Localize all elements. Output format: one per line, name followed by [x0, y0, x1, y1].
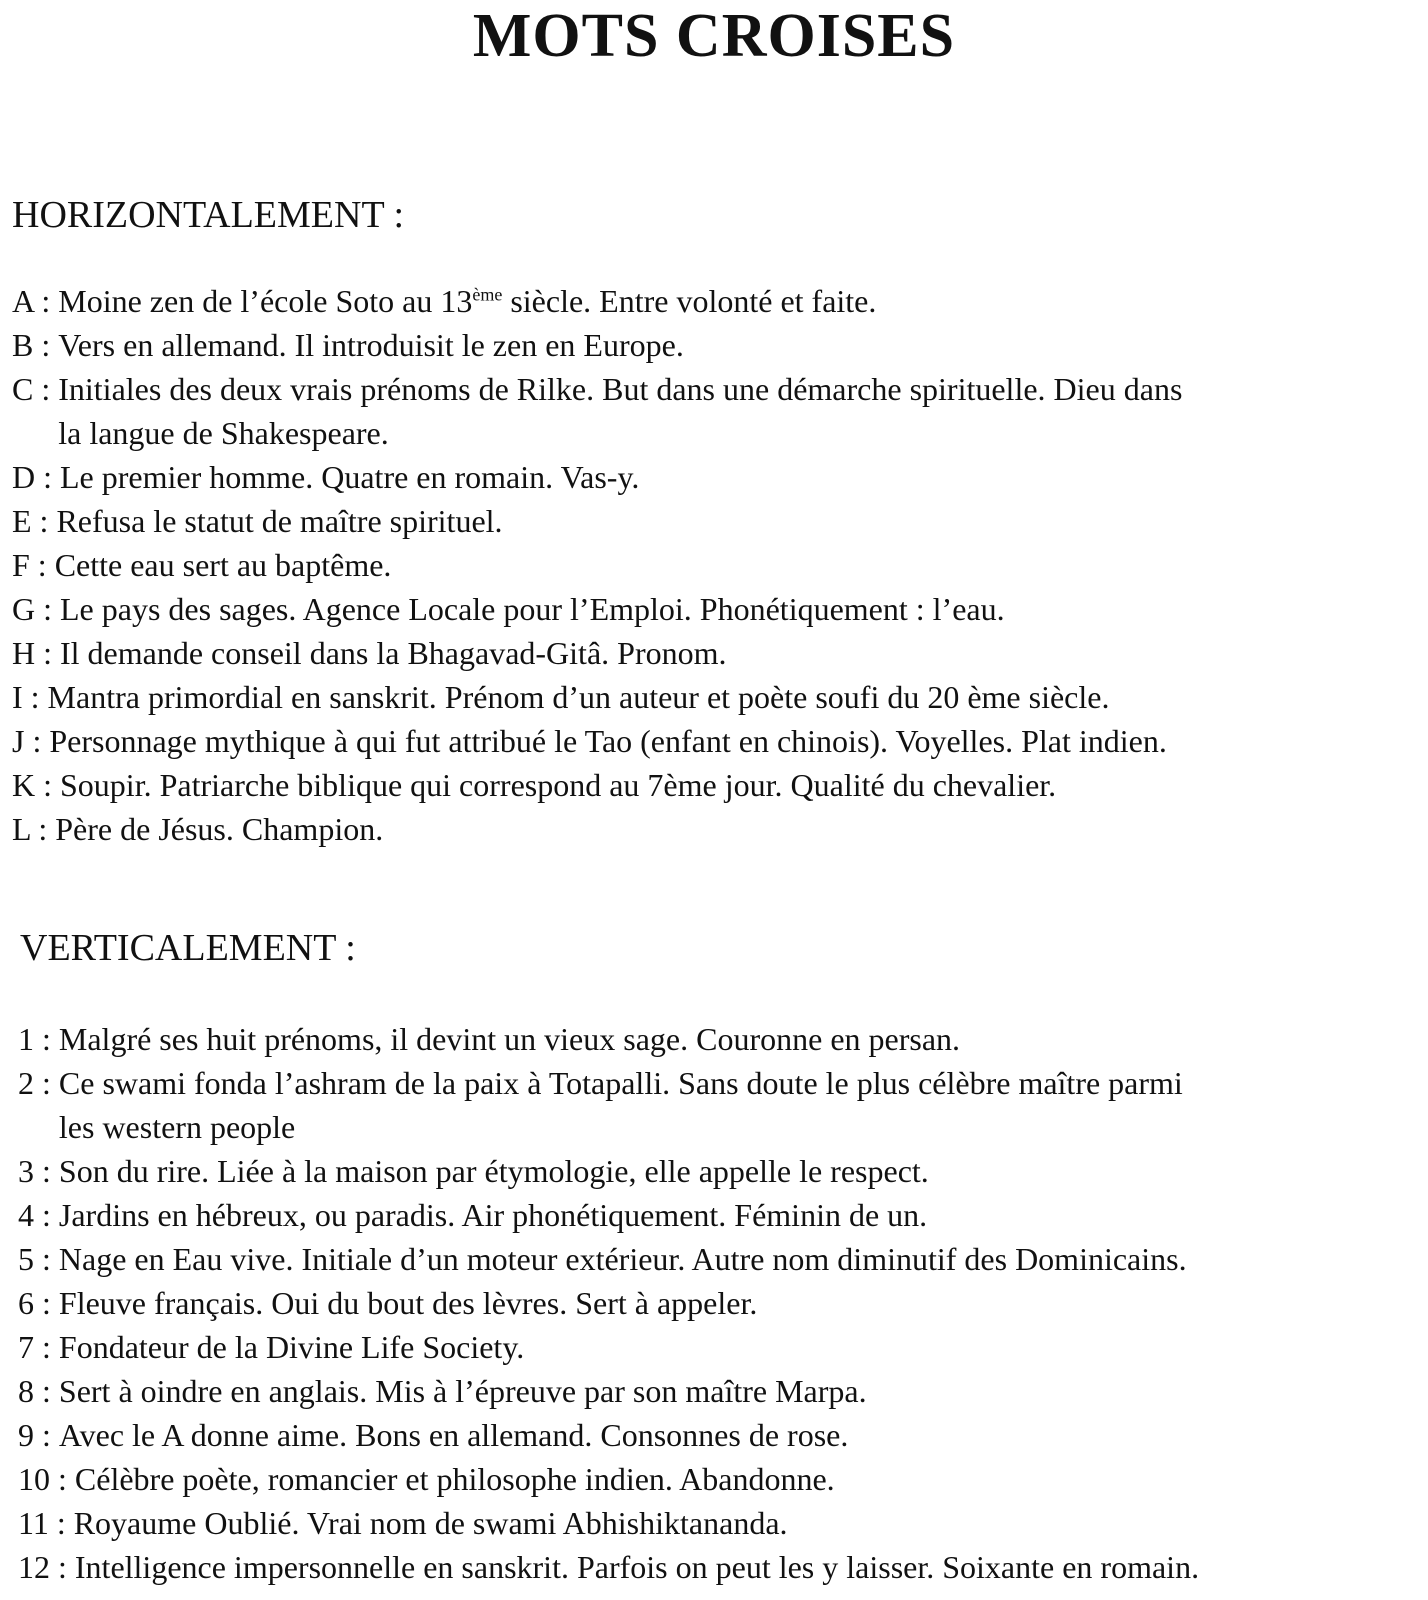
- clue-text: Nage en Eau vive. Initiale d’un moteur extérieur. Autre nom diminutif des Dominicains.: [58, 1241, 1187, 1277]
- clue-text: Malgré ses huit prénoms, il devint un vieux sage. Couronne en persan.: [58, 1021, 961, 1057]
- clue-row: [18, 1193, 1428, 1237]
- clue-row: [12, 367, 1422, 455]
- clue-text: Refusa le statut de maître spirituel.: [56, 503, 503, 539]
- clue-row: [18, 1281, 1428, 1325]
- clue-row: [18, 1017, 1428, 1061]
- clue-key: J :: [12, 723, 42, 759]
- clue-row: [12, 279, 1422, 323]
- clue-key: E :: [12, 503, 49, 539]
- horizontal-clue-list: [12, 279, 1422, 851]
- horizontal-heading: HORIZONTALEMENT :: [12, 194, 405, 236]
- clue-key: 10 :: [18, 1461, 67, 1497]
- clue-row: [18, 1061, 1428, 1149]
- clue-row: [12, 587, 1422, 631]
- clue-text: Fleuve français. Oui du bout des lèvres. Sert à appeler.: [58, 1285, 758, 1321]
- clue-text: Il demande conseil dans la Bhagavad-Gitâ. Pronom.: [60, 635, 727, 671]
- clue-text-continuation: la langue de Shakespeare.: [58, 415, 389, 451]
- clue-text-part: siècle. Entre volonté et faite.: [502, 283, 877, 319]
- clue-text-continuation: les western people: [58, 1109, 296, 1145]
- clue-text: [51, 1061, 1428, 1149]
- clue-key: F :: [12, 547, 47, 583]
- clue-row: [12, 455, 1422, 499]
- clue-key: 4 :: [18, 1197, 51, 1233]
- clue-text: Célèbre poète, romancier et philosophe indien. Abandonne.: [74, 1461, 835, 1497]
- clue-text: Son du rire. Liée à la maison par étymologie, elle appelle le respect.: [58, 1153, 929, 1189]
- clue-row: [12, 323, 1422, 367]
- clue-row: [12, 543, 1422, 587]
- clue-row: [12, 807, 1422, 851]
- vertical-clue-list: [18, 1017, 1428, 1589]
- clue-text: Vers en allemand. Il introduisit le zen en Europe.: [58, 327, 684, 363]
- clue-key: 11 :: [18, 1505, 66, 1541]
- clue-row: [18, 1457, 1428, 1501]
- clue-key: C :: [12, 371, 51, 407]
- clue-row: [12, 675, 1422, 719]
- page-title: MOTS CROISES: [472, 2, 956, 70]
- clue-text: Jardins en hébreux, ou paradis. Air phonétiquement. Féminin de un.: [58, 1197, 928, 1233]
- clue-key: D :: [12, 459, 52, 495]
- clue-key: 3 :: [18, 1153, 51, 1189]
- clue-row: [18, 1545, 1428, 1589]
- clue-row: [18, 1369, 1428, 1413]
- clue-key: K :: [12, 767, 52, 803]
- clue-row: [18, 1501, 1428, 1545]
- clue-key: 12 :: [18, 1549, 67, 1585]
- clue-text: Mantra primordial en sanskrit. Prénom d’un auteur et poète soufi du 20 ème siècle.: [47, 679, 1110, 715]
- clue-text: [50, 367, 1422, 455]
- clue-text: Royaume Oublié. Vrai nom de swami Abhishiktananda.: [73, 1505, 788, 1541]
- clue-key: G :: [12, 591, 52, 627]
- superscript: ème: [472, 284, 503, 305]
- clue-key: H :: [12, 635, 52, 671]
- clue-key: 1 :: [18, 1021, 51, 1057]
- clue-key: 8 :: [18, 1373, 51, 1409]
- clue-text: Cette eau sert au baptême.: [54, 547, 392, 583]
- clue-text: Père de Jésus. Champion.: [55, 811, 384, 847]
- clue-row: [12, 719, 1422, 763]
- clue-row: [12, 763, 1422, 807]
- clue-text-part: Moine zen de l’école Soto au 13: [58, 283, 473, 319]
- clue-text-part: Ce swami fonda l’ashram de la paix à Totapalli. Sans doute le plus célèbre maître parmi: [58, 1065, 1183, 1101]
- clue-row: [18, 1237, 1428, 1281]
- clue-text: Le premier homme. Quatre en romain. Vas-y.: [60, 459, 640, 495]
- clue-row: [18, 1413, 1428, 1457]
- clue-key: 9 :: [18, 1417, 51, 1453]
- clue-key: B :: [12, 327, 51, 363]
- clue-text: Sert à oindre en anglais. Mis à l’épreuve par son maître Marpa.: [58, 1373, 867, 1409]
- clue-row: [18, 1149, 1428, 1193]
- clue-row: [12, 499, 1422, 543]
- clue-text: Personnage mythique à qui fut attribué le Tao (enfant en chinois). Voyelles. Plat indien.: [49, 723, 1167, 759]
- clue-text: Soupir. Patriarche biblique qui correspond au 7ème jour. Qualité du chevalier.: [60, 767, 1057, 803]
- clue-text: Fondateur de la Divine Life Society.: [58, 1329, 525, 1365]
- clue-key: L :: [12, 811, 48, 847]
- clue-text: Le pays des sages. Agence Locale pour l’Emploi. Phonétiquement : l’eau.: [60, 591, 1005, 627]
- clue-text-part: Initiales des deux vrais prénoms de Rilke. But dans une démarche spirituelle. Dieu dans: [58, 371, 1183, 407]
- clue-text: [50, 279, 1422, 323]
- clue-key: I :: [12, 679, 40, 715]
- clue-key: A :: [12, 283, 51, 319]
- clue-key: 6 :: [18, 1285, 51, 1321]
- clue-key: 2 :: [18, 1065, 51, 1101]
- vertical-heading: VERTICALEMENT :: [20, 927, 356, 969]
- clue-text: Intelligence impersonnelle en sanskrit. Parfois on peut les y laisser. Soixante en romain.: [74, 1549, 1200, 1585]
- clue-text: Avec le A donne aime. Bons en allemand. Consonnes de rose.: [58, 1417, 849, 1453]
- clue-row: [18, 1325, 1428, 1369]
- clue-key: 7 :: [18, 1329, 51, 1365]
- clue-key: 5 :: [18, 1241, 51, 1277]
- clue-row: [12, 631, 1422, 675]
